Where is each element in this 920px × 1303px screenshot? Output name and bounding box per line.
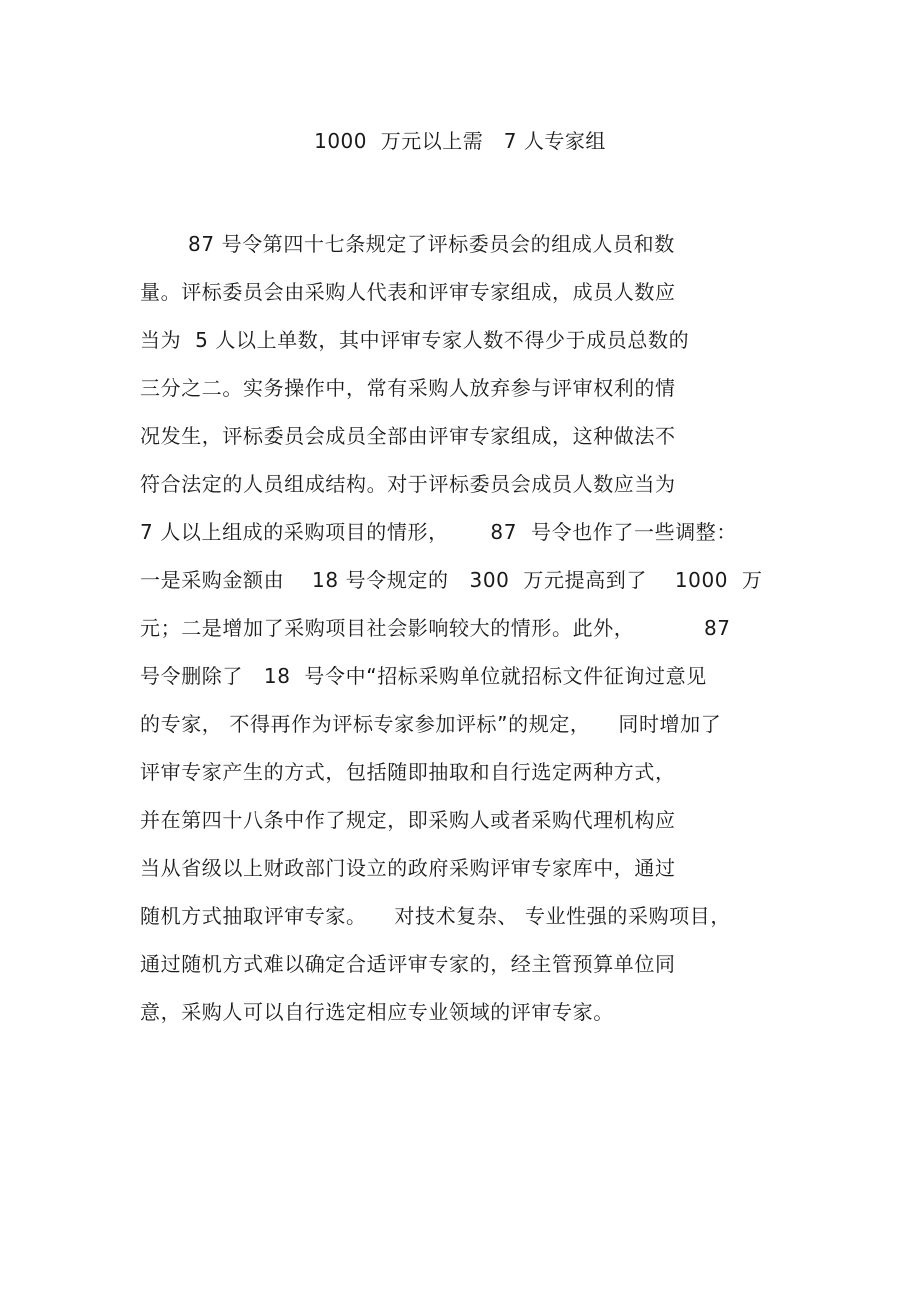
paragraph-line: 号令删除了 18 号令中“招标采购单位就招标文件征询过意见 — [140, 664, 707, 688]
paragraph-line: 87 号令第四十七条规定了评标委员会的组成人员和数 — [188, 232, 675, 256]
paragraph-line: 当为 5 人以上单数，其中评审专家人数不得少于成员总数的 — [140, 328, 690, 352]
paragraph-line: 通过随机方式难以确定合适评审专家的，经主管预算单位同 — [140, 952, 676, 976]
paragraph-line: 当从省级以上财政部门设立的政府采购评审专家库中，通过 — [140, 856, 676, 880]
paragraph-line: 三分之二。实务操作中，常有采购人放弃参与评审权利的情 — [140, 376, 676, 400]
document-body — [140, 220, 780, 1036]
paragraph-line: 并在第四十八条中作了规定，即采购人或者采购代理机构应 — [140, 808, 676, 832]
paragraph-line: 意，采购人可以自行选定相应专业领域的评审专家。 — [140, 1000, 614, 1024]
paragraph-line: 况发生，评标委员会成员全部由评审专家组成，这种做法不 — [140, 424, 676, 448]
paragraph-line: 7 人以上组成的采购项目的情形， 87 号令也作了一些调整： — [140, 520, 737, 544]
paragraph-line: 的专家， 不得再作为评标专家参加评标”的规定， 同时增加了 — [140, 712, 722, 736]
paragraph-line: 元；二是增加了采购项目社会影响较大的情形。此外， 87 — [140, 616, 731, 640]
document-title: 1000 万元以上需 7 人专家组 — [314, 129, 606, 153]
paragraph-line: 一是采购金额由 18 号令规定的 300 万元提高到了 1000 万 — [140, 568, 763, 592]
paragraph-line: 符合法定的人员组成结构。对于评标委员会成员人数应当为 — [140, 472, 676, 496]
paragraph-line: 量。评标委员会由采购人代表和评审专家组成，成员人数应 — [140, 280, 676, 304]
paragraph-line: 随机方式抽取评审专家。 对技术复杂、 专业性强的采购项目， — [140, 904, 731, 928]
paragraph-line: 评审专家产生的方式，包括随即抽取和自行选定两种方式， — [140, 760, 676, 784]
